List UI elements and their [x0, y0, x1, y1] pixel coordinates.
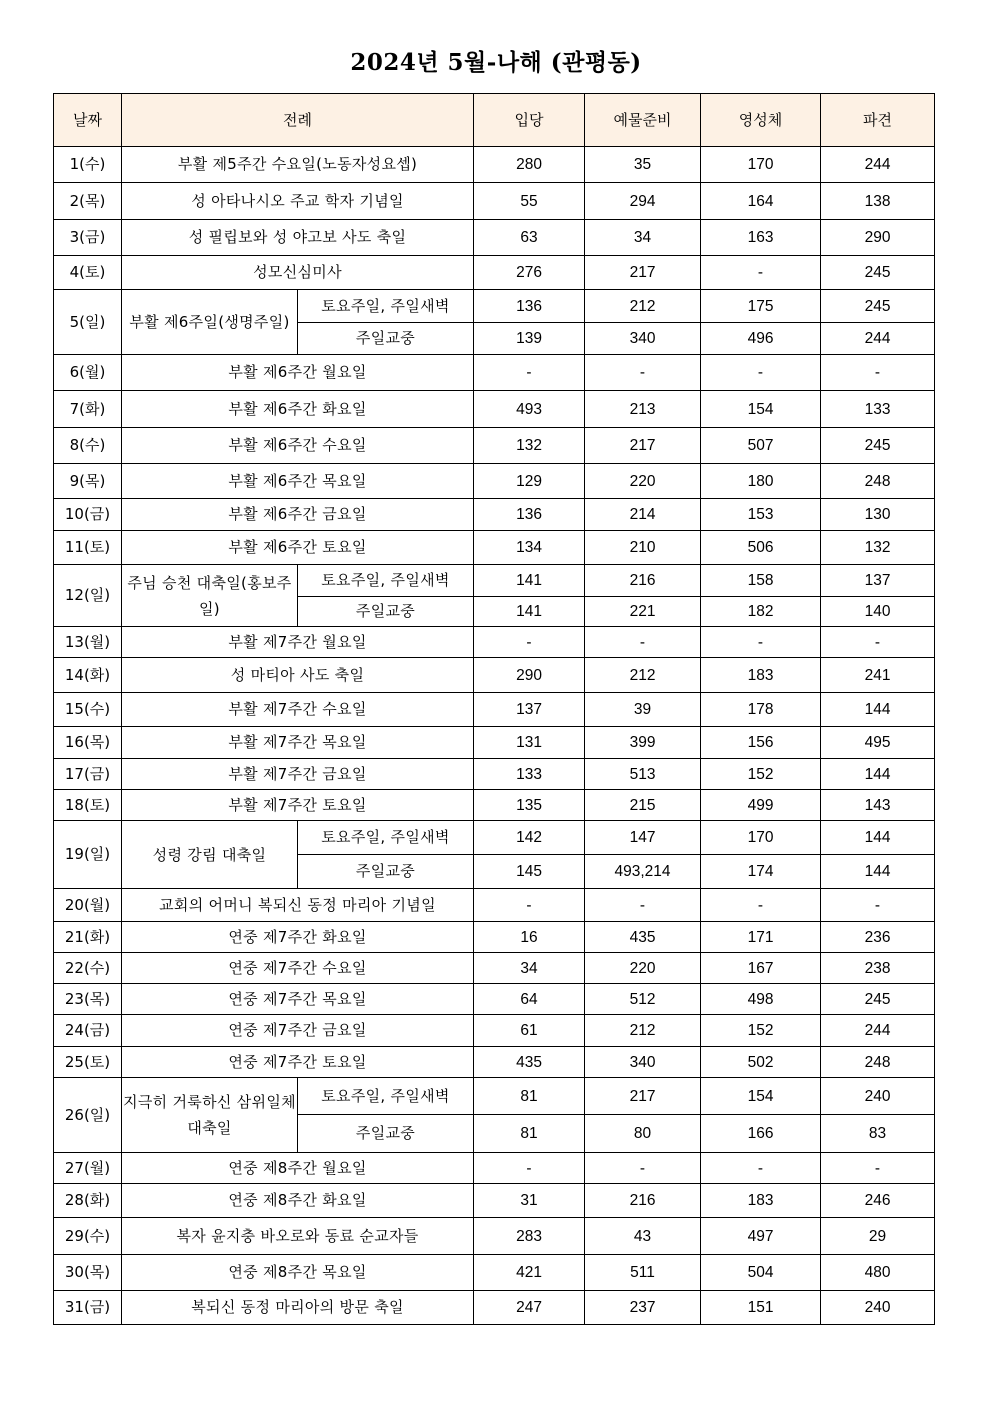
table-row [54, 790, 935, 821]
offertory-cell: 493,214 [585, 855, 701, 889]
table-row [54, 953, 935, 984]
date-cell: 12(일) [54, 565, 122, 627]
rite-cell: 교회의 어머니 복되신 동정 마리아 기념일 [122, 889, 474, 922]
communion-cell: 502 [701, 1047, 821, 1078]
date-cell: 3(금) [54, 220, 122, 256]
dismissal-cell: 144 [821, 821, 935, 855]
offertory-cell: 210 [585, 531, 701, 565]
date-cell: 31(금) [54, 1291, 122, 1325]
entrance-cell: 133 [474, 759, 585, 790]
dismissal-cell: 290 [821, 220, 935, 256]
dismissal-cell: 133 [821, 391, 935, 428]
offertory-cell: 217 [585, 256, 701, 290]
rite-cell: 복되신 동정 마리아의 방문 축일 [122, 1291, 474, 1325]
header-entrance: 입당 [474, 94, 585, 147]
rite-cell: 부활 제7주간 수요일 [122, 693, 474, 727]
rite-cell: 성 마티아 사도 축일 [122, 658, 474, 693]
table-row [54, 183, 935, 220]
rite-cell: 부활 제6주간 토요일 [122, 531, 474, 565]
entrance-cell: 131 [474, 727, 585, 759]
offertory-cell: 213 [585, 391, 701, 428]
communion-cell: 507 [701, 428, 821, 464]
communion-cell: 174 [701, 855, 821, 889]
rite-cell: 연중 제8주간 월요일 [122, 1153, 474, 1184]
offertory-cell: 216 [585, 565, 701, 597]
communion-cell: 154 [701, 1078, 821, 1115]
header-dismissal: 파견 [821, 94, 935, 147]
entrance-cell: 34 [474, 953, 585, 984]
communion-cell: 167 [701, 953, 821, 984]
header-rite: 전례 [122, 94, 474, 147]
date-cell: 28(화) [54, 1184, 122, 1218]
entrance-cell: 81 [474, 1078, 585, 1115]
dismissal-cell: 130 [821, 499, 935, 531]
table-row [54, 1078, 935, 1115]
date-cell: 23(목) [54, 984, 122, 1015]
entrance-cell: 283 [474, 1218, 585, 1255]
table-row [54, 1184, 935, 1218]
page-title: 2024년 5월-나해 (관평동) [350, 49, 642, 76]
entrance-cell: 139 [474, 323, 585, 355]
offertory-cell: 212 [585, 290, 701, 323]
schedule-table [53, 93, 935, 1325]
offertory-cell: 220 [585, 953, 701, 984]
header-date: 날짜 [54, 94, 122, 147]
dismissal-cell: 83 [821, 1115, 935, 1153]
entrance-cell: 421 [474, 1255, 585, 1291]
dismissal-cell: 144 [821, 855, 935, 889]
entrance-cell: 142 [474, 821, 585, 855]
date-cell: 22(수) [54, 953, 122, 984]
table-row [54, 147, 935, 183]
offertory-cell: 214 [585, 499, 701, 531]
date-cell: 27(월) [54, 1153, 122, 1184]
date-cell: 20(월) [54, 889, 122, 922]
table-row [54, 355, 935, 391]
table-row [54, 1291, 935, 1325]
rite-cell: 복자 윤지충 바오로와 동료 순교자들 [122, 1218, 474, 1255]
mass-type-cell: 주일교중 [298, 323, 474, 355]
rite-cell: 연중 제7주간 토요일 [122, 1047, 474, 1078]
dismissal-cell: 138 [821, 183, 935, 220]
communion-cell: 170 [701, 821, 821, 855]
header-row [54, 94, 935, 147]
communion-cell: 163 [701, 220, 821, 256]
entrance-cell: 493 [474, 391, 585, 428]
mass-type-cell: 토요주일, 주일새벽 [298, 1078, 474, 1115]
date-cell: 30(목) [54, 1255, 122, 1291]
date-cell: 29(수) [54, 1218, 122, 1255]
rite-cell: 부활 제5주간 수요일(노동자성요셉) [122, 147, 474, 183]
rite-cell: 부활 제6주간 월요일 [122, 355, 474, 391]
table-row [54, 693, 935, 727]
table-row [54, 220, 935, 256]
entrance-cell: 64 [474, 984, 585, 1015]
communion-cell: 158 [701, 565, 821, 597]
communion-cell: 496 [701, 323, 821, 355]
entrance-cell: - [474, 889, 585, 922]
offertory-cell: 80 [585, 1115, 701, 1153]
dismissal-cell: 245 [821, 290, 935, 323]
entrance-cell: 141 [474, 565, 585, 597]
dismissal-cell: 240 [821, 1078, 935, 1115]
mass-type-cell: 토요주일, 주일새벽 [298, 565, 474, 597]
date-cell: 16(목) [54, 727, 122, 759]
entrance-cell: 136 [474, 290, 585, 323]
dismissal-cell: 241 [821, 658, 935, 693]
date-cell: 26(일) [54, 1078, 122, 1153]
dismissal-cell: 245 [821, 256, 935, 290]
communion-cell: 164 [701, 183, 821, 220]
entrance-cell: 81 [474, 1115, 585, 1153]
dismissal-cell: 244 [821, 1015, 935, 1047]
table-row [54, 821, 935, 855]
entrance-cell: 276 [474, 256, 585, 290]
date-cell: 19(일) [54, 821, 122, 889]
header-offertory: 예물준비 [585, 94, 701, 147]
offertory-cell: 212 [585, 1015, 701, 1047]
rite-cell: 연중 제7주간 화요일 [122, 922, 474, 953]
entrance-cell: 137 [474, 693, 585, 727]
communion-cell: 182 [701, 597, 821, 627]
communion-cell: 180 [701, 464, 821, 499]
date-cell: 15(수) [54, 693, 122, 727]
communion-cell: 497 [701, 1218, 821, 1255]
table-row [54, 984, 935, 1015]
rite-cell: 지극히 거룩하신 삼위일체 대축일 [122, 1078, 298, 1153]
entrance-cell: - [474, 355, 585, 391]
table-row [54, 727, 935, 759]
dismissal-cell: 132 [821, 531, 935, 565]
rite-cell: 부활 제7주간 월요일 [122, 627, 474, 658]
dismissal-cell: 248 [821, 464, 935, 499]
entrance-cell: - [474, 1153, 585, 1184]
communion-cell: 156 [701, 727, 821, 759]
communion-cell: 154 [701, 391, 821, 428]
rite-cell: 부활 제6주간 화요일 [122, 391, 474, 428]
entrance-cell: 435 [474, 1047, 585, 1078]
mass-type-cell: 주일교중 [298, 1115, 474, 1153]
communion-cell: 171 [701, 922, 821, 953]
entrance-cell: 247 [474, 1291, 585, 1325]
rite-cell: 성 필립보와 성 야고보 사도 축일 [122, 220, 474, 256]
offertory-cell: 435 [585, 922, 701, 953]
table-row [54, 1015, 935, 1047]
communion-cell: 499 [701, 790, 821, 821]
dismissal-cell: 246 [821, 1184, 935, 1218]
date-cell: 6(월) [54, 355, 122, 391]
offertory-cell: 294 [585, 183, 701, 220]
dismissal-cell: 480 [821, 1255, 935, 1291]
dismissal-cell: - [821, 627, 935, 658]
entrance-cell: 136 [474, 499, 585, 531]
entrance-cell: 280 [474, 147, 585, 183]
table-row [54, 759, 935, 790]
table-row [54, 391, 935, 428]
table-row [54, 531, 935, 565]
date-cell: 17(금) [54, 759, 122, 790]
date-cell: 24(금) [54, 1015, 122, 1047]
mass-type-cell: 주일교중 [298, 855, 474, 889]
rite-cell: 부활 제7주간 토요일 [122, 790, 474, 821]
table-row [54, 1153, 935, 1184]
offertory-cell: - [585, 355, 701, 391]
table-row [54, 565, 935, 597]
offertory-cell: 221 [585, 597, 701, 627]
header-communion: 영성체 [701, 94, 821, 147]
communion-cell: - [701, 627, 821, 658]
rite-cell: 연중 제7주간 수요일 [122, 953, 474, 984]
offertory-cell: 217 [585, 1078, 701, 1115]
offertory-cell: 35 [585, 147, 701, 183]
rite-cell: 부활 제7주간 금요일 [122, 759, 474, 790]
offertory-cell: 340 [585, 323, 701, 355]
entrance-cell: 290 [474, 658, 585, 693]
dismissal-cell: 248 [821, 1047, 935, 1078]
rite-cell: 성 아타나시오 주교 학자 기념일 [122, 183, 474, 220]
communion-cell: 170 [701, 147, 821, 183]
table-row [54, 658, 935, 693]
entrance-cell: 61 [474, 1015, 585, 1047]
offertory-cell: 237 [585, 1291, 701, 1325]
rite-cell: 연중 제8주간 목요일 [122, 1255, 474, 1291]
table-row [54, 464, 935, 499]
table-row [54, 428, 935, 464]
offertory-cell: - [585, 889, 701, 922]
communion-cell: 178 [701, 693, 821, 727]
table-row [54, 1255, 935, 1291]
rite-cell: 부활 제6주간 금요일 [122, 499, 474, 531]
table-row [54, 1047, 935, 1078]
communion-cell: 151 [701, 1291, 821, 1325]
communion-cell: - [701, 1153, 821, 1184]
offertory-cell: 399 [585, 727, 701, 759]
offertory-cell: 147 [585, 821, 701, 855]
rite-cell: 연중 제7주간 금요일 [122, 1015, 474, 1047]
offertory-cell: 511 [585, 1255, 701, 1291]
dismissal-cell: - [821, 355, 935, 391]
communion-cell: 166 [701, 1115, 821, 1153]
rite-cell: 성모신심미사 [122, 256, 474, 290]
date-cell: 4(토) [54, 256, 122, 290]
communion-cell: - [701, 256, 821, 290]
date-cell: 5(일) [54, 290, 122, 355]
entrance-cell: 55 [474, 183, 585, 220]
entrance-cell: 16 [474, 922, 585, 953]
date-cell: 10(금) [54, 499, 122, 531]
dismissal-cell: 143 [821, 790, 935, 821]
mass-type-cell: 토요주일, 주일새벽 [298, 821, 474, 855]
mass-type-cell: 토요주일, 주일새벽 [298, 290, 474, 323]
table-row [54, 256, 935, 290]
date-cell: 1(수) [54, 147, 122, 183]
table-row [54, 922, 935, 953]
offertory-cell: 217 [585, 428, 701, 464]
dismissal-cell: 144 [821, 693, 935, 727]
dismissal-cell: 29 [821, 1218, 935, 1255]
offertory-cell: - [585, 627, 701, 658]
communion-cell: 183 [701, 1184, 821, 1218]
date-cell: 2(목) [54, 183, 122, 220]
date-cell: 21(화) [54, 922, 122, 953]
entrance-cell: 145 [474, 855, 585, 889]
communion-cell: 153 [701, 499, 821, 531]
communion-cell: 152 [701, 1015, 821, 1047]
date-cell: 13(월) [54, 627, 122, 658]
dismissal-cell: - [821, 1153, 935, 1184]
dismissal-cell: 240 [821, 1291, 935, 1325]
mass-type-cell: 주일교중 [298, 597, 474, 627]
date-cell: 7(화) [54, 391, 122, 428]
rite-cell: 연중 제7주간 목요일 [122, 984, 474, 1015]
table-row [54, 889, 935, 922]
communion-cell: - [701, 889, 821, 922]
communion-cell: 504 [701, 1255, 821, 1291]
communion-cell: 183 [701, 658, 821, 693]
entrance-cell: 141 [474, 597, 585, 627]
dismissal-cell: 495 [821, 727, 935, 759]
table-row [54, 499, 935, 531]
entrance-cell: 132 [474, 428, 585, 464]
offertory-cell: 212 [585, 658, 701, 693]
rite-cell: 부활 제6주간 수요일 [122, 428, 474, 464]
offertory-cell: - [585, 1153, 701, 1184]
dismissal-cell: 238 [821, 953, 935, 984]
schedule-body [54, 147, 935, 1325]
offertory-cell: 340 [585, 1047, 701, 1078]
offertory-cell: 220 [585, 464, 701, 499]
communion-cell: 498 [701, 984, 821, 1015]
offertory-cell: 43 [585, 1218, 701, 1255]
offertory-cell: 216 [585, 1184, 701, 1218]
dismissal-cell: 140 [821, 597, 935, 627]
entrance-cell: - [474, 627, 585, 658]
communion-cell: 175 [701, 290, 821, 323]
dismissal-cell: 236 [821, 922, 935, 953]
rite-cell: 성령 강림 대축일 [122, 821, 298, 889]
rite-cell: 주님 승천 대축일(홍보주일) [122, 565, 298, 627]
entrance-cell: 135 [474, 790, 585, 821]
table-row [54, 1218, 935, 1255]
offertory-cell: 512 [585, 984, 701, 1015]
entrance-cell: 134 [474, 531, 585, 565]
communion-cell: - [701, 355, 821, 391]
date-cell: 9(목) [54, 464, 122, 499]
communion-cell: 506 [701, 531, 821, 565]
offertory-cell: 39 [585, 693, 701, 727]
rite-cell: 부활 제6주일(생명주일) [122, 290, 298, 355]
offertory-cell: 513 [585, 759, 701, 790]
rite-cell: 부활 제7주간 목요일 [122, 727, 474, 759]
offertory-cell: 215 [585, 790, 701, 821]
dismissal-cell: 245 [821, 428, 935, 464]
communion-cell: 152 [701, 759, 821, 790]
offertory-cell: 34 [585, 220, 701, 256]
dismissal-cell: 144 [821, 759, 935, 790]
dismissal-cell: 244 [821, 147, 935, 183]
date-cell: 25(토) [54, 1047, 122, 1078]
table-row [54, 290, 935, 323]
rite-cell: 연중 제8주간 화요일 [122, 1184, 474, 1218]
dismissal-cell: 245 [821, 984, 935, 1015]
dismissal-cell: 244 [821, 323, 935, 355]
date-cell: 14(화) [54, 658, 122, 693]
entrance-cell: 129 [474, 464, 585, 499]
dismissal-cell: 137 [821, 565, 935, 597]
table-row [54, 627, 935, 658]
entrance-cell: 31 [474, 1184, 585, 1218]
date-cell: 8(수) [54, 428, 122, 464]
date-cell: 18(토) [54, 790, 122, 821]
entrance-cell: 63 [474, 220, 585, 256]
date-cell: 11(토) [54, 531, 122, 565]
dismissal-cell: - [821, 889, 935, 922]
rite-cell: 부활 제6주간 목요일 [122, 464, 474, 499]
